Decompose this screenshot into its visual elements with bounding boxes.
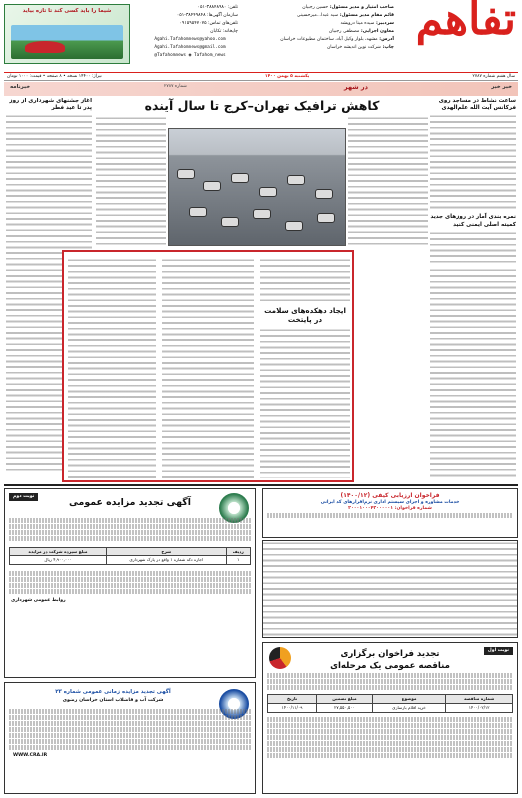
print-info: تیراژ: ۱۴۴۰۰ نسخه • ۸ صفحه • قیمت: ۱۰۰۰ تومان	[7, 74, 102, 79]
auction-tag: نوبت دوم	[9, 493, 38, 501]
auction-header-cell: مبلغ سپرده شرکت در مزایده	[10, 547, 107, 556]
car-shape	[287, 175, 305, 185]
text-line	[9, 518, 251, 523]
table-row	[268, 703, 513, 712]
text-line	[9, 536, 251, 541]
tender-cell: ۱۴۰۰/۰۲/۱۲	[446, 703, 513, 712]
tender-header-cell: شماره مناقصه	[446, 695, 513, 704]
right-column-head: خبر خبر	[491, 84, 512, 90]
contact-line: تلفن‌های تماس: ۰۹۱۵۹۵۴۷۰۷۵	[179, 21, 238, 26]
table-row	[10, 556, 251, 565]
text-line	[267, 741, 513, 746]
car-shape	[177, 169, 195, 179]
text-line	[267, 729, 513, 734]
box-left-lines	[68, 258, 156, 478]
text-line	[9, 745, 251, 750]
car-shape	[259, 187, 277, 197]
staff-line: آدرس: مشهد، بلوار وکیل آباد، ساختمان مطبوعات خراسان	[280, 37, 394, 42]
ad-landscape-image	[11, 25, 123, 59]
auction-header-cell: شرح	[107, 547, 227, 556]
right-column-text	[430, 114, 516, 210]
right-column	[430, 98, 516, 266]
auction-cell: ۱	[226, 556, 250, 565]
top-ad-banner[interactable]	[4, 4, 130, 64]
staff-line: قائم مقام مدیر مسئول: سید عبدا...میرحسینی	[296, 13, 394, 18]
staff-line: معاون اجرایی: مصطفی رجبیان	[328, 29, 394, 34]
contact-email[interactable]: @Tafahomnews ◉ Tafahom_news	[154, 53, 226, 58]
tender-multi-ad[interactable]	[262, 642, 518, 794]
text-line	[9, 721, 251, 726]
box-mid-lines	[162, 258, 254, 478]
text-line	[267, 513, 513, 518]
dateline	[4, 72, 518, 81]
main-text-lines-left	[96, 116, 166, 248]
tender-body-lines	[263, 541, 517, 637]
text-line	[9, 709, 251, 714]
text-line	[267, 723, 513, 728]
tender-multi-title: تجدید فراخوان برگزاری	[340, 649, 440, 659]
top-ad-title: شیما را باید کسی کند تا تازه بیاید	[22, 8, 112, 14]
auction-title: آگهی تجدید مزایده عمومی	[69, 497, 191, 508]
car-shape	[317, 213, 335, 223]
auction-ad[interactable]	[4, 488, 256, 678]
left-column-head: خبرنامه	[10, 84, 31, 90]
text-line	[9, 524, 251, 529]
text-line	[267, 717, 513, 722]
text-line	[9, 733, 251, 738]
text-line	[267, 673, 513, 678]
contact-info	[142, 4, 238, 60]
auction-body	[5, 518, 255, 541]
car-shape	[315, 189, 333, 199]
contact-line: چاپخانه: تکابان	[210, 29, 238, 34]
car-shape	[203, 181, 221, 191]
box-mid-text	[162, 258, 254, 478]
box-right-lines	[260, 328, 350, 478]
tender-cell: ۱۴۰۰/۱۱/۰۹	[268, 703, 317, 712]
text-line	[9, 583, 251, 588]
right-column-text-2	[430, 231, 516, 266]
tender-cell: خرید اقلام بازسازی	[372, 703, 446, 712]
car-shape	[253, 209, 271, 219]
ad-red-car-image	[25, 41, 65, 53]
text-line	[9, 715, 251, 720]
text-line	[9, 530, 251, 535]
right-column-lower-text	[430, 268, 516, 480]
tender-top-title: فراخوان ارزیابی کیفی (۱۴۰۰/۱۲)	[340, 492, 440, 499]
text-line	[267, 735, 513, 740]
text-line	[9, 589, 251, 594]
left-column-title: آغاز جشنهای شهرداری از روز پدر تا عید فطر	[9, 98, 92, 112]
right-column-title: ساعت نشاط در مساجد روی فرکانس آیت الله علم‌الهدی	[438, 98, 516, 112]
tender-table	[267, 694, 513, 712]
text-line	[267, 747, 513, 752]
issue-date: یکشنبه ۵ بهمن ۱۴۰۰	[264, 74, 310, 79]
tender-top-ad[interactable]	[262, 488, 518, 538]
main-headline[interactable]: کاهش ترافیک تهران–کرج تا سال آینده	[144, 98, 380, 113]
auction-cell: ۴,۹۰۰,۰۰۰ ریال	[10, 556, 107, 565]
text-line	[9, 739, 251, 744]
traffic-photo	[168, 128, 346, 246]
text-line	[9, 727, 251, 732]
strip-issue: شماره ۲۷۸۷	[164, 84, 187, 89]
text-line	[267, 753, 513, 758]
text-line	[267, 679, 513, 684]
section-divider	[4, 484, 518, 486]
tender-header-cell: موضوع	[372, 695, 446, 704]
water-ad-site[interactable]: WWW.CRA.IR	[13, 752, 48, 758]
auction-header-cell: ردیف	[226, 547, 250, 556]
car-shape	[285, 221, 303, 231]
contact-line: تلفن: ۳۸۸۴۸۹۸۰-۰۵۱	[197, 5, 238, 10]
staff-line: چاپ: شرکت نوین اندیشه خراسان	[326, 45, 394, 50]
main-article-text-left	[96, 116, 166, 248]
logo-text: تفاهم	[415, 0, 516, 45]
car-shape	[231, 173, 249, 183]
tender-top-body	[262, 540, 518, 638]
car-shape	[221, 217, 239, 227]
tender-header-cell: تاریخ	[268, 695, 317, 704]
staff-line: صاحب امتیاز و مدیر مسئول: حسین رجبیان	[302, 5, 394, 10]
issue-number: سال هفتم شماره ۲۷۸۷	[472, 74, 515, 79]
text-line	[267, 685, 513, 690]
auction-footer: روابط عمومی شهرداری	[11, 598, 66, 604]
section-category: در شهر	[343, 83, 368, 91]
car-shape	[189, 207, 207, 217]
tender-top-sub: خدمات مشاوره و اجرای سیستم اداری نرم‌افزارهای کد ایرانی	[320, 500, 460, 506]
health-village-box	[62, 250, 354, 482]
masthead	[0, 0, 522, 72]
text-line	[9, 577, 251, 582]
box-right-text	[260, 258, 350, 478]
box-title[interactable]: ایجاد دهکده‌های سلامت در پایتخت	[264, 306, 346, 324]
right-column-title-2: نمره بندی آمار در روزهای جدید کمیته اصلی ایمنی کنید	[430, 214, 516, 228]
section-strip	[4, 82, 518, 96]
tender-top-code: شماره فراخوان: ۲۰۰۰۱۰۰۰۴۲۰۰۰۰۰۱	[348, 506, 432, 512]
text-line	[9, 571, 251, 576]
contact-email[interactable]: Agahi.Tafahomnews@gmail.com	[154, 45, 226, 50]
main-text-lines	[348, 116, 428, 248]
water-company-ad[interactable]	[4, 682, 256, 794]
right-column-lower	[430, 268, 516, 480]
tender-tag: نوبت اول	[484, 647, 513, 655]
tender-multi-title-2: مناقصه عمومی یک مرحله‌ای	[330, 660, 450, 671]
auction-table	[9, 547, 251, 565]
water-ad-body: شرکت آب و فاضلاب استان خراسان رضوی	[62, 698, 164, 704]
main-article-text-right	[348, 116, 428, 248]
tender-cell: ۲۷,۵۵۰,۵۰۰	[317, 703, 373, 712]
box-left-text	[68, 258, 156, 478]
water-ad-title: آگهی تجدید مزایده زمانی عمومی شماره ۲۳	[55, 689, 171, 695]
tender-company-logo-icon	[269, 647, 291, 669]
logo	[398, 0, 516, 66]
tender-header-cell: مبلغ تضمین	[317, 695, 373, 704]
contact-email[interactable]: Agahi.Tafahomnews@yahoo.com	[154, 37, 226, 42]
contact-line: سازمان آگهی‌ها: ۳۸۴۴۹۸۴۸-۰۵۱	[176, 13, 238, 18]
box-right-lines-top	[260, 258, 350, 302]
staff-line: سردبیر: سیده مینا درویشد	[340, 21, 394, 26]
staff-list	[244, 4, 394, 52]
auction-cell: اجاره دکه شماره ۱ واقع در پارک شهرداری	[107, 556, 227, 565]
